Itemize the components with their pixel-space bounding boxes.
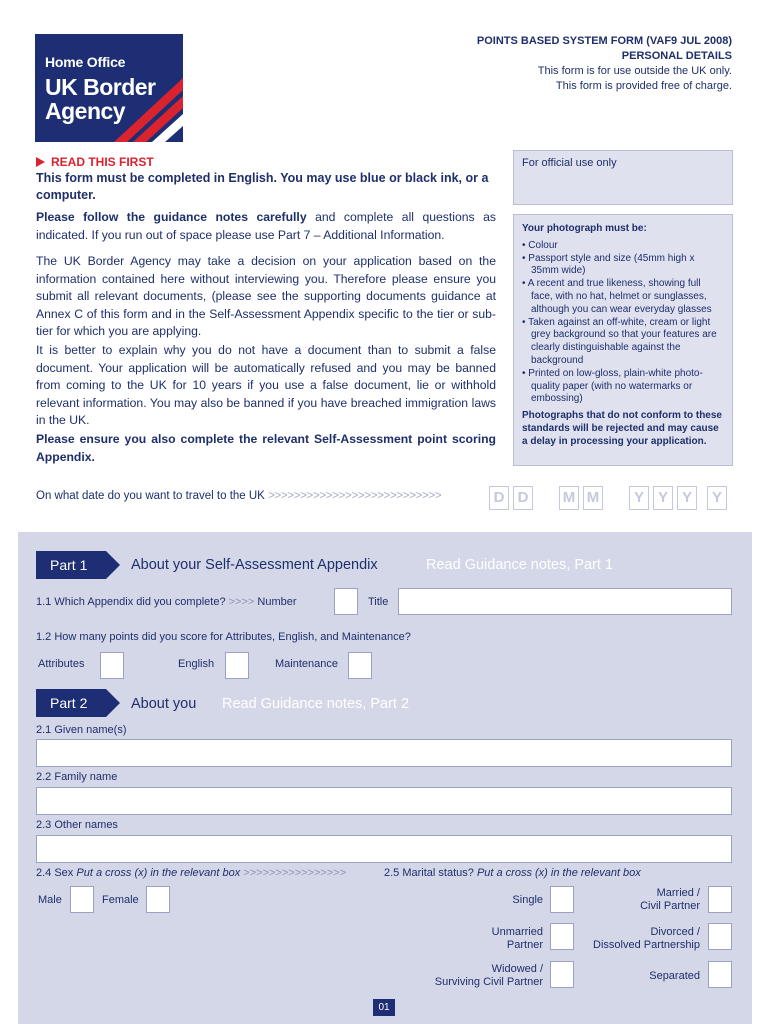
separated-label: Separated bbox=[649, 970, 700, 982]
single-checkbox[interactable] bbox=[550, 886, 574, 913]
widowed-line1: Widowed / bbox=[491, 963, 543, 975]
q2-4-label bbox=[36, 867, 346, 879]
travel-year-2[interactable]: Y bbox=[653, 486, 673, 510]
q2-5-hint: Put a cross (x) in the relevant box bbox=[476, 867, 641, 879]
travel-year-4[interactable]: Y bbox=[707, 486, 727, 510]
travel-day-1[interactable]: D bbox=[489, 486, 509, 510]
part1-title: About your Self-Assessment Appendix bbox=[131, 557, 378, 573]
list-item: • Colour bbox=[522, 239, 558, 251]
official-use-box bbox=[513, 150, 733, 205]
photograph-box[interactable] bbox=[513, 214, 733, 466]
q2-4-hint: Put a cross (x) in the relevant box bbox=[76, 867, 241, 879]
female-checkbox[interactable] bbox=[146, 886, 170, 913]
language-instruction: This form must be completed in English. You may use blue or black ink, or a computer. bbox=[36, 171, 489, 202]
attributes-label: Attributes bbox=[38, 658, 85, 670]
photo-warning: Photographs that do not conform to these standards will be rejected and may cause a delay in processing your application. bbox=[522, 410, 722, 447]
photo-title: Your photograph must be: bbox=[522, 223, 647, 234]
given-names-input[interactable] bbox=[36, 739, 732, 767]
list-item: • Taken against an off-white, cream or light grey background so that your features are clearly distinguishable against the background bbox=[522, 316, 717, 366]
travel-day-2[interactable]: D bbox=[513, 486, 533, 510]
widowed-label bbox=[435, 963, 543, 989]
unmarried-line2: Partner bbox=[506, 939, 543, 951]
header-note-outside-uk: This form is for use outside the UK only. bbox=[537, 65, 732, 77]
q2-4-text: 2.4 Sex bbox=[36, 867, 74, 879]
q1-1-label bbox=[36, 596, 297, 608]
triangle-arrow-icon bbox=[36, 157, 45, 167]
logo-uk-border: UK Border bbox=[45, 74, 156, 100]
part2-tab: Part 2 bbox=[36, 689, 106, 717]
travel-arrows: >>>>>>>>>>>>>>>>>>>>>>>>>>> bbox=[268, 490, 442, 502]
divorced-line2: Dissolved Partnership bbox=[593, 939, 700, 951]
part1-arrow-icon bbox=[106, 551, 120, 579]
q2-2-label: 2.2 Family name bbox=[36, 771, 118, 783]
photo-requirements-list bbox=[522, 240, 724, 406]
travel-month-1[interactable]: M bbox=[559, 486, 579, 510]
guidance-rest: and complete all questions as indicated. If you run out of space please use Part 7 – Additional Information. bbox=[36, 210, 496, 242]
official-use-label: For official use only bbox=[522, 157, 617, 169]
q2-5-text: 2.5 Marital status? bbox=[384, 867, 474, 879]
female-label: Female bbox=[102, 894, 139, 906]
divorced-label bbox=[593, 926, 700, 952]
part1-tab: Part 1 bbox=[36, 551, 106, 579]
unmarried-label bbox=[492, 926, 543, 952]
list-item: • Printed on low-gloss, plain-white photo-quality paper (with no watermarks or embossing) bbox=[522, 367, 703, 405]
travel-month-2[interactable]: M bbox=[583, 486, 603, 510]
list-item: • Passport style and size (45mm high x 35mm wide) bbox=[522, 252, 695, 277]
part1-guidance[interactable]: Read Guidance notes, Part 1 bbox=[426, 557, 614, 573]
appendix-number-input[interactable] bbox=[334, 588, 358, 615]
home-office-logo bbox=[35, 34, 183, 142]
married-label bbox=[640, 887, 700, 913]
guidance-bold: Please follow the guidance notes carefully bbox=[36, 210, 307, 224]
maintenance-input[interactable] bbox=[348, 652, 372, 679]
q1-1-arrows: >>>> bbox=[228, 596, 255, 608]
q1-2-label: 1.2 How many points did you score for Attributes, English, and Maintenance? bbox=[36, 631, 411, 643]
page-number: 01 bbox=[373, 999, 395, 1016]
q1-1-text: 1.1 Which Appendix did you complete? bbox=[36, 596, 226, 608]
appendix-number-label: Number bbox=[257, 596, 297, 608]
male-label: Male bbox=[38, 894, 62, 906]
divorced-line1: Divorced / bbox=[650, 926, 700, 938]
form-name: PERSONAL DETAILS bbox=[621, 50, 732, 62]
read-first-label: READ THIS FIRST bbox=[51, 155, 154, 169]
widowed-checkbox[interactable] bbox=[550, 961, 574, 988]
decision-paragraph: The UK Border Agency may take a decision on your application based on the information contained here without interviewing you. Therefore please ensure you submit all relevant documents, (please see the supporting documents guidance at Annex C of this form and in the Self-Assessment Appendix specific to the tier or sub-tier for which you are applying. bbox=[36, 254, 496, 339]
guidance-paragraph bbox=[36, 209, 496, 244]
widowed-line2: Surviving Civil Partner bbox=[434, 976, 543, 988]
q2-3-label: 2.3 Other names bbox=[36, 819, 118, 831]
english-label: English bbox=[178, 658, 215, 670]
form-header bbox=[477, 34, 732, 94]
appendix-title-label: Title bbox=[368, 596, 389, 608]
married-checkbox[interactable] bbox=[708, 886, 732, 913]
unmarried-line1: Unmarried bbox=[491, 926, 543, 938]
travel-year-3[interactable]: Y bbox=[677, 486, 697, 510]
single-label: Single bbox=[512, 894, 543, 906]
married-line1: Married / bbox=[656, 887, 700, 899]
travel-date-label: On what date do you want to travel to the UK bbox=[36, 490, 265, 502]
form-id: POINTS BASED SYSTEM FORM (VAF9 JUL 2008) bbox=[476, 35, 732, 47]
q2-1-label: 2.1 Given name(s) bbox=[36, 724, 127, 736]
travel-date-question bbox=[36, 490, 441, 502]
read-first-heading bbox=[36, 155, 154, 169]
logo-home-office-text: Home Office bbox=[45, 54, 126, 70]
header-note-free: This form is provided free of charge. bbox=[555, 80, 732, 92]
separated-checkbox[interactable] bbox=[708, 961, 732, 988]
list-item: • A recent and true likeness, showing full face, with no hat, helmet or sunglasses, although you can wear everyday glasses bbox=[522, 278, 712, 315]
family-name-input[interactable] bbox=[36, 787, 732, 815]
divorced-checkbox[interactable] bbox=[708, 923, 732, 950]
appendix-title-input[interactable] bbox=[398, 588, 732, 615]
unmarried-checkbox[interactable] bbox=[550, 923, 574, 950]
part2-arrow-icon bbox=[106, 689, 120, 717]
male-checkbox[interactable] bbox=[70, 886, 94, 913]
travel-year-1[interactable]: Y bbox=[629, 486, 649, 510]
q2-4-arrows: >>>>>>>>>>>>>>>> bbox=[243, 867, 347, 879]
attributes-input[interactable] bbox=[100, 652, 124, 679]
logo-agency-text bbox=[45, 75, 156, 123]
part2-guidance[interactable]: Read Guidance notes, Part 2 bbox=[222, 696, 410, 712]
english-input[interactable] bbox=[225, 652, 249, 679]
logo-agency: Agency bbox=[45, 98, 126, 124]
married-line2: Civil Partner bbox=[640, 900, 700, 912]
false-document-paragraph: It is better to explain why you do not have a document than to submit a false document. Your application will be automatically refused and you may be banned from coming to the UK for 10 years if you use a false document, lie or withhold relevant information. You may also be banned if you have breached immigration laws in the UK. bbox=[36, 343, 496, 428]
maintenance-label: Maintenance bbox=[275, 658, 338, 670]
q2-5-label bbox=[384, 867, 641, 879]
appendix-paragraph: Please ensure you also complete the relevant Self-Assessment point scoring Appendix. bbox=[36, 432, 496, 464]
other-names-input[interactable] bbox=[36, 835, 732, 863]
part2-title: About you bbox=[131, 696, 197, 712]
